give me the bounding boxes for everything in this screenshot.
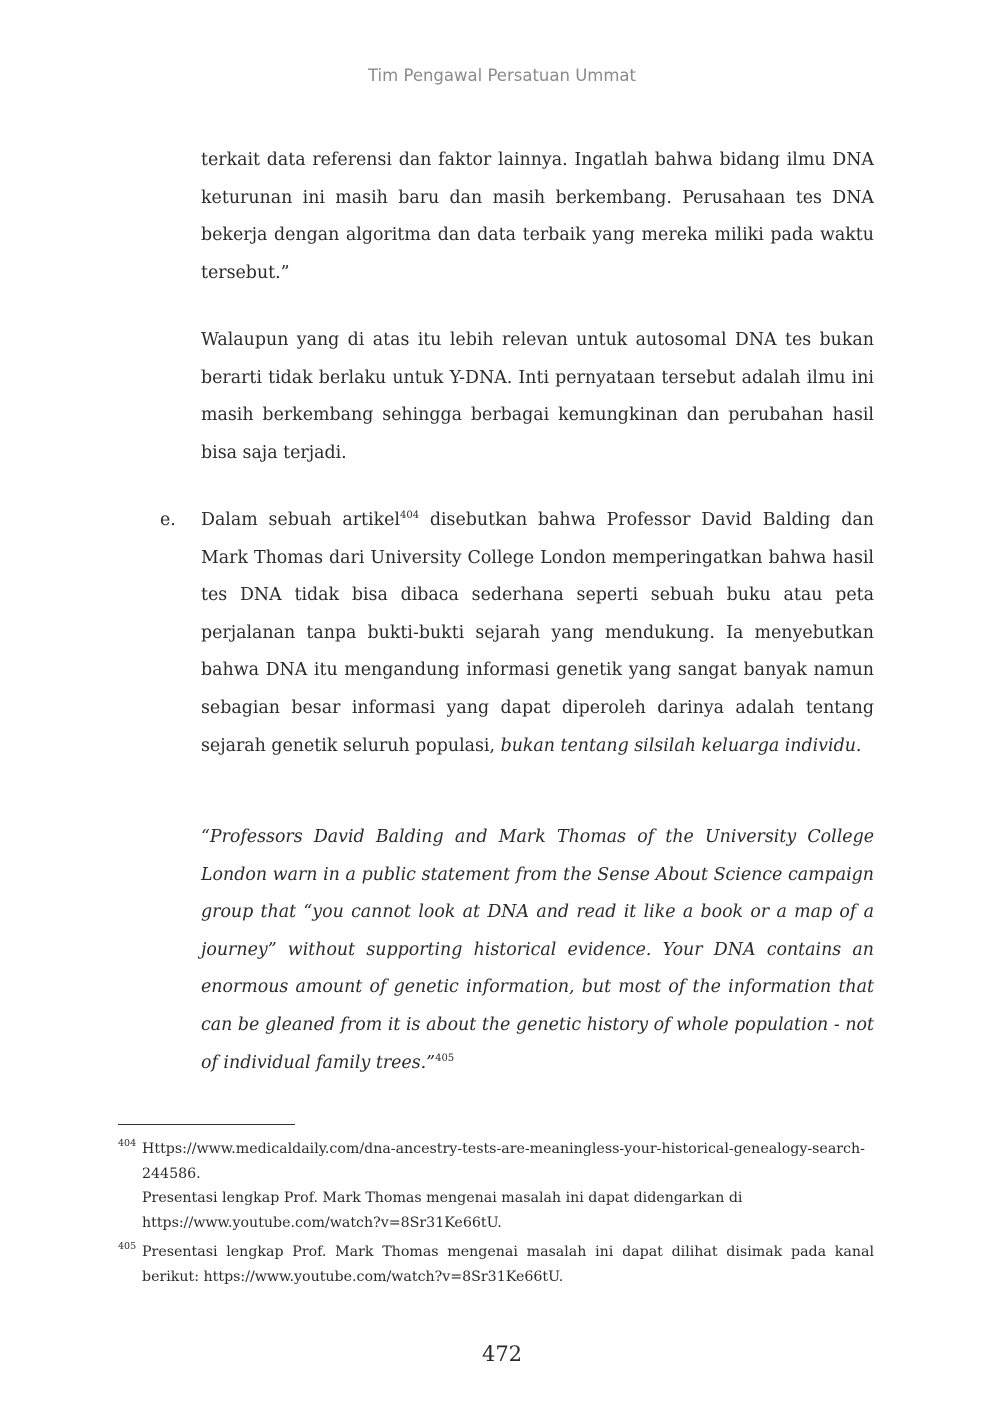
list-marker-e: e. (160, 510, 176, 530)
footnote-405 (142, 1240, 874, 1289)
item-e-text: Dalam sebuah artikel (201, 510, 400, 530)
footnote-divider (118, 1124, 295, 1125)
footnote-number-404: 404 (118, 1138, 137, 1149)
footnote-404 (142, 1137, 874, 1235)
footnote-404-line[interactable]: Presentasi lengkap Prof. Mark Thomas mengenai masalah ini dapat didengarkan di https://www.youtube.com/watch?v=8Sr31Ke66tU. (142, 1190, 743, 1231)
footnote-ref-404[interactable]: 404 (399, 510, 420, 521)
page-number: 472 (481, 1342, 523, 1366)
footnote-ref-405[interactable]: 405 (435, 1052, 455, 1064)
footnote-405-line[interactable]: Presentasi lengkap Prof. Mark Thomas mengenai masalah ini dapat dilihat disimak pada kanal berikut: https://www.youtube.com/watch?v=8Sr31Ke66tU. (142, 1244, 874, 1285)
running-header: Tim Pengawal Persatuan Ummat (367, 66, 636, 85)
list-item-e (201, 502, 874, 765)
paragraph-continuation: terkait data referensi dan faktor lainnya. Ingatlah bahwa bidang ilmu DNA keturunan ini masih baru dan masih berkembang. Perusahaan tes DNA bekerja dengan algoritma dan data terbaik yang mereka miliki pada waktu tersebut.” (201, 150, 874, 283)
footnote-number-405: 405 (118, 1241, 137, 1252)
paragraph-note: Walaupun yang di atas itu lebih relevan untuk autosomal DNA tes bukan berarti tidak berlaku untuk Y-DNA. Inti pernyataan tersebut adalah ilmu ini masih berkembang sehingga berbagai kemungkinan dan perubahan hasil bisa saja terjadi. (201, 330, 874, 463)
quote-text: “Professors David Balding and Mark Thomas of the University College London warn in a public statement from the Sense About Science campaign group that “you cannot look at DNA and read it like a book or a map of a journey” without supporting historical evidence. Your DNA contains an enormous amount of genetic information, but most of the information that can be gleaned from it is about the genetic history of whole population - not of individual family trees.” (201, 827, 874, 1073)
block-quote (201, 819, 874, 1082)
item-e-text-cont: disebutkan bahwa Professor David Balding dan Mark Thomas dari University College London memperingatkan bahwa hasil tes DNA tidak bisa dibaca sederhana seperti sebuah buku atau peta perjalanan tanpa bukti-bukti sejarah yang mendukung. Ia menyebutkan bahwa DNA itu mengandung informasi genetik yang sangat banyak namun sebagian besar informasi yang dapat diperoleh darinya adalah tentang sejarah genetik seluruh populasi, (201, 510, 874, 756)
footnote-404-line[interactable]: Https://www.medicaldaily.com/dna-ancestry-tests-are-meaningless-your-historical-genealogy-search-244586. (142, 1141, 865, 1182)
item-e-italic: bukan tentang silsilah keluarga individu. (500, 735, 862, 756)
